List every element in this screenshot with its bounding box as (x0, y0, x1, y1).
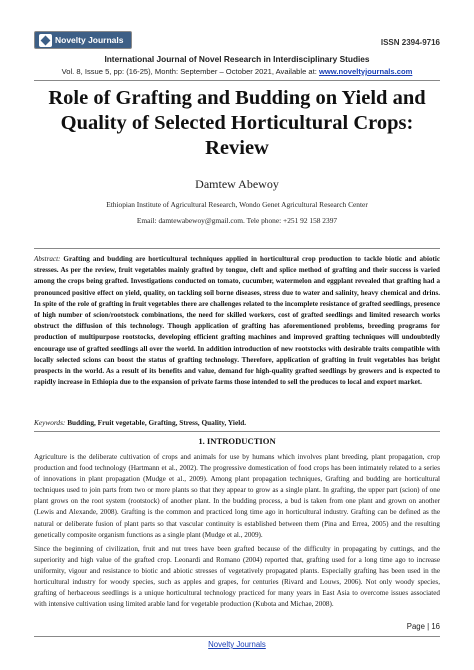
section-heading-introduction: 1. INTRODUCTION (198, 436, 276, 446)
intro-paragraph-2: Since the beginning of civilization, fruit and nut trees have been grafted because of the difficulty in propagating by cuttings, and the superiority and high value of the grafted crop. Leonardi and Romano (2004) reported that, grafting used for a long time ago to increase uniformity, vigour and resistance to biotic and abiotic stresses of vegetatively propagated plants. Especially grafting has been used in the horticultural industry for woody species, such as apples and grapes, for centuries (Rivard and Louws, 2006). Not only woody species, grafting of herbaceous seedlings is a unique horticultural technology practiced for many years in East Asia to overcome issues associated with intensive cultivation using limited arable land for vegetable production (Kubota and Michae, 2008). (34, 545, 440, 609)
header-divider (34, 80, 440, 81)
author-name: Damtew Abewoy (195, 177, 279, 191)
logo-mark-icon (39, 34, 52, 47)
abstract-lead: Abstract: (34, 255, 61, 263)
page-number: Page | 16 (406, 622, 440, 631)
article-title: Role of Grafting and Budding on Yield and Quality of Selected Horticultural Crops: Review (48, 87, 426, 159)
issn-label: ISSN 2394-9716 (380, 38, 440, 47)
volume-info-text: Vol. 8, Issue 5, pp: (16-25), Month: September – October 2021, Available at: (61, 67, 319, 76)
abstract-text: Grafting and budding are horticultural techniques applied in horticultural crop production to tackle biotic and abiotic stresses. As per the review, fruit vegetables mainly grafted by tongue, cleft and splice method of grafting and their success is varied among the crops being grafted. Investigations conducted on tomato, cucumber, watermelon and eggplant revealed that grafting had a pronounced positive effect on yield, quality, on tackling soil borne diseases, stress due to water and salinity, heavy chemical and drins. In spite of the role of grafting in fruit vegetables there are challenges related to the incomplete resistance of grafted seedlings, presence of high number of scion/rootstock combinations, the need for skilled workers, cost of grafted seedlings and limited research works obstruct the diffusion of this technology. Though application of grafting has aforementioned problems, breeding programs for production of multipurpose rootstocks, developing efficient grafting machines and improved grafting techniques will undoubtedly encourage use of grafted seedlings all over the world. In addition introduction of new rootstocks with desirable traits compatible with locally selected scions can boost the status of grafting technology. Therefore, application of grafting in fruit vegetables has bright prospects in the world. As a result of its benefits and value, demand for high-quality grafted seedlings by growers and is expected to rapidly increase in Ethiopia due to the expansion of private farms those intended to sell the produces to local and export market. (34, 255, 440, 387)
abstract-top-divider (34, 248, 440, 249)
abstract (34, 254, 440, 388)
author-contact: Email: damtewabewoy@gmail.com. Tele phone: +251 92 158 2397 (136, 216, 338, 225)
keywords-lead: Keywords: (34, 418, 66, 427)
publisher-logo (34, 31, 132, 49)
journal-url-link[interactable]: www.noveltyjournals.com (318, 67, 413, 76)
logo-text: Novelty Journals (55, 35, 124, 45)
footer-publisher-link[interactable]: Novelty Journals (208, 640, 266, 649)
footer-divider (34, 636, 440, 637)
keywords-text: Budding, Fruit vegetable, Grafting, Stress, Quality, Yield. (67, 418, 247, 427)
keywords (34, 418, 440, 427)
intro-paragraph-1: Agriculture is the deliberate cultivation of crops and animals for use by humans which involves plant breeding, plant propagation, crop production and food technology (Hartmann et al., 2002). The progressive domestication of food crops has been intimately related to a series of innovations in plant propagation (Mudge et al., 2009). Among plant propagation techniques, Grafting and budding are horticultural techniques used to join parts from two or more plants so that they appear to grow as a single plant. In grafting, the upper part (scion) of one plant grows on the root system (rootstock) of another plant. In the budding process, a bud is taken from one plant and grown on another (Lewis and Alexande, 2008). Grafting is the common and practiced long time ago in horticultural industry. Grafting can be defined as the natural or deliberate fusion of plant parts so that vascular continuity is established between them (Pina and Errea, 2005) and the resulting genetically composite organism functions as a single plant (Mudge et al., 2009). (34, 453, 440, 539)
abstract-bottom-divider (34, 431, 440, 432)
volume-info (0, 67, 474, 76)
journal-name: International Journal of Novel Research in Interdisciplinary Studies (104, 54, 370, 64)
author-affiliation: Ethiopian Institute of Agricultural Research, Wondo Genet Agricultural Research Center (106, 200, 368, 209)
